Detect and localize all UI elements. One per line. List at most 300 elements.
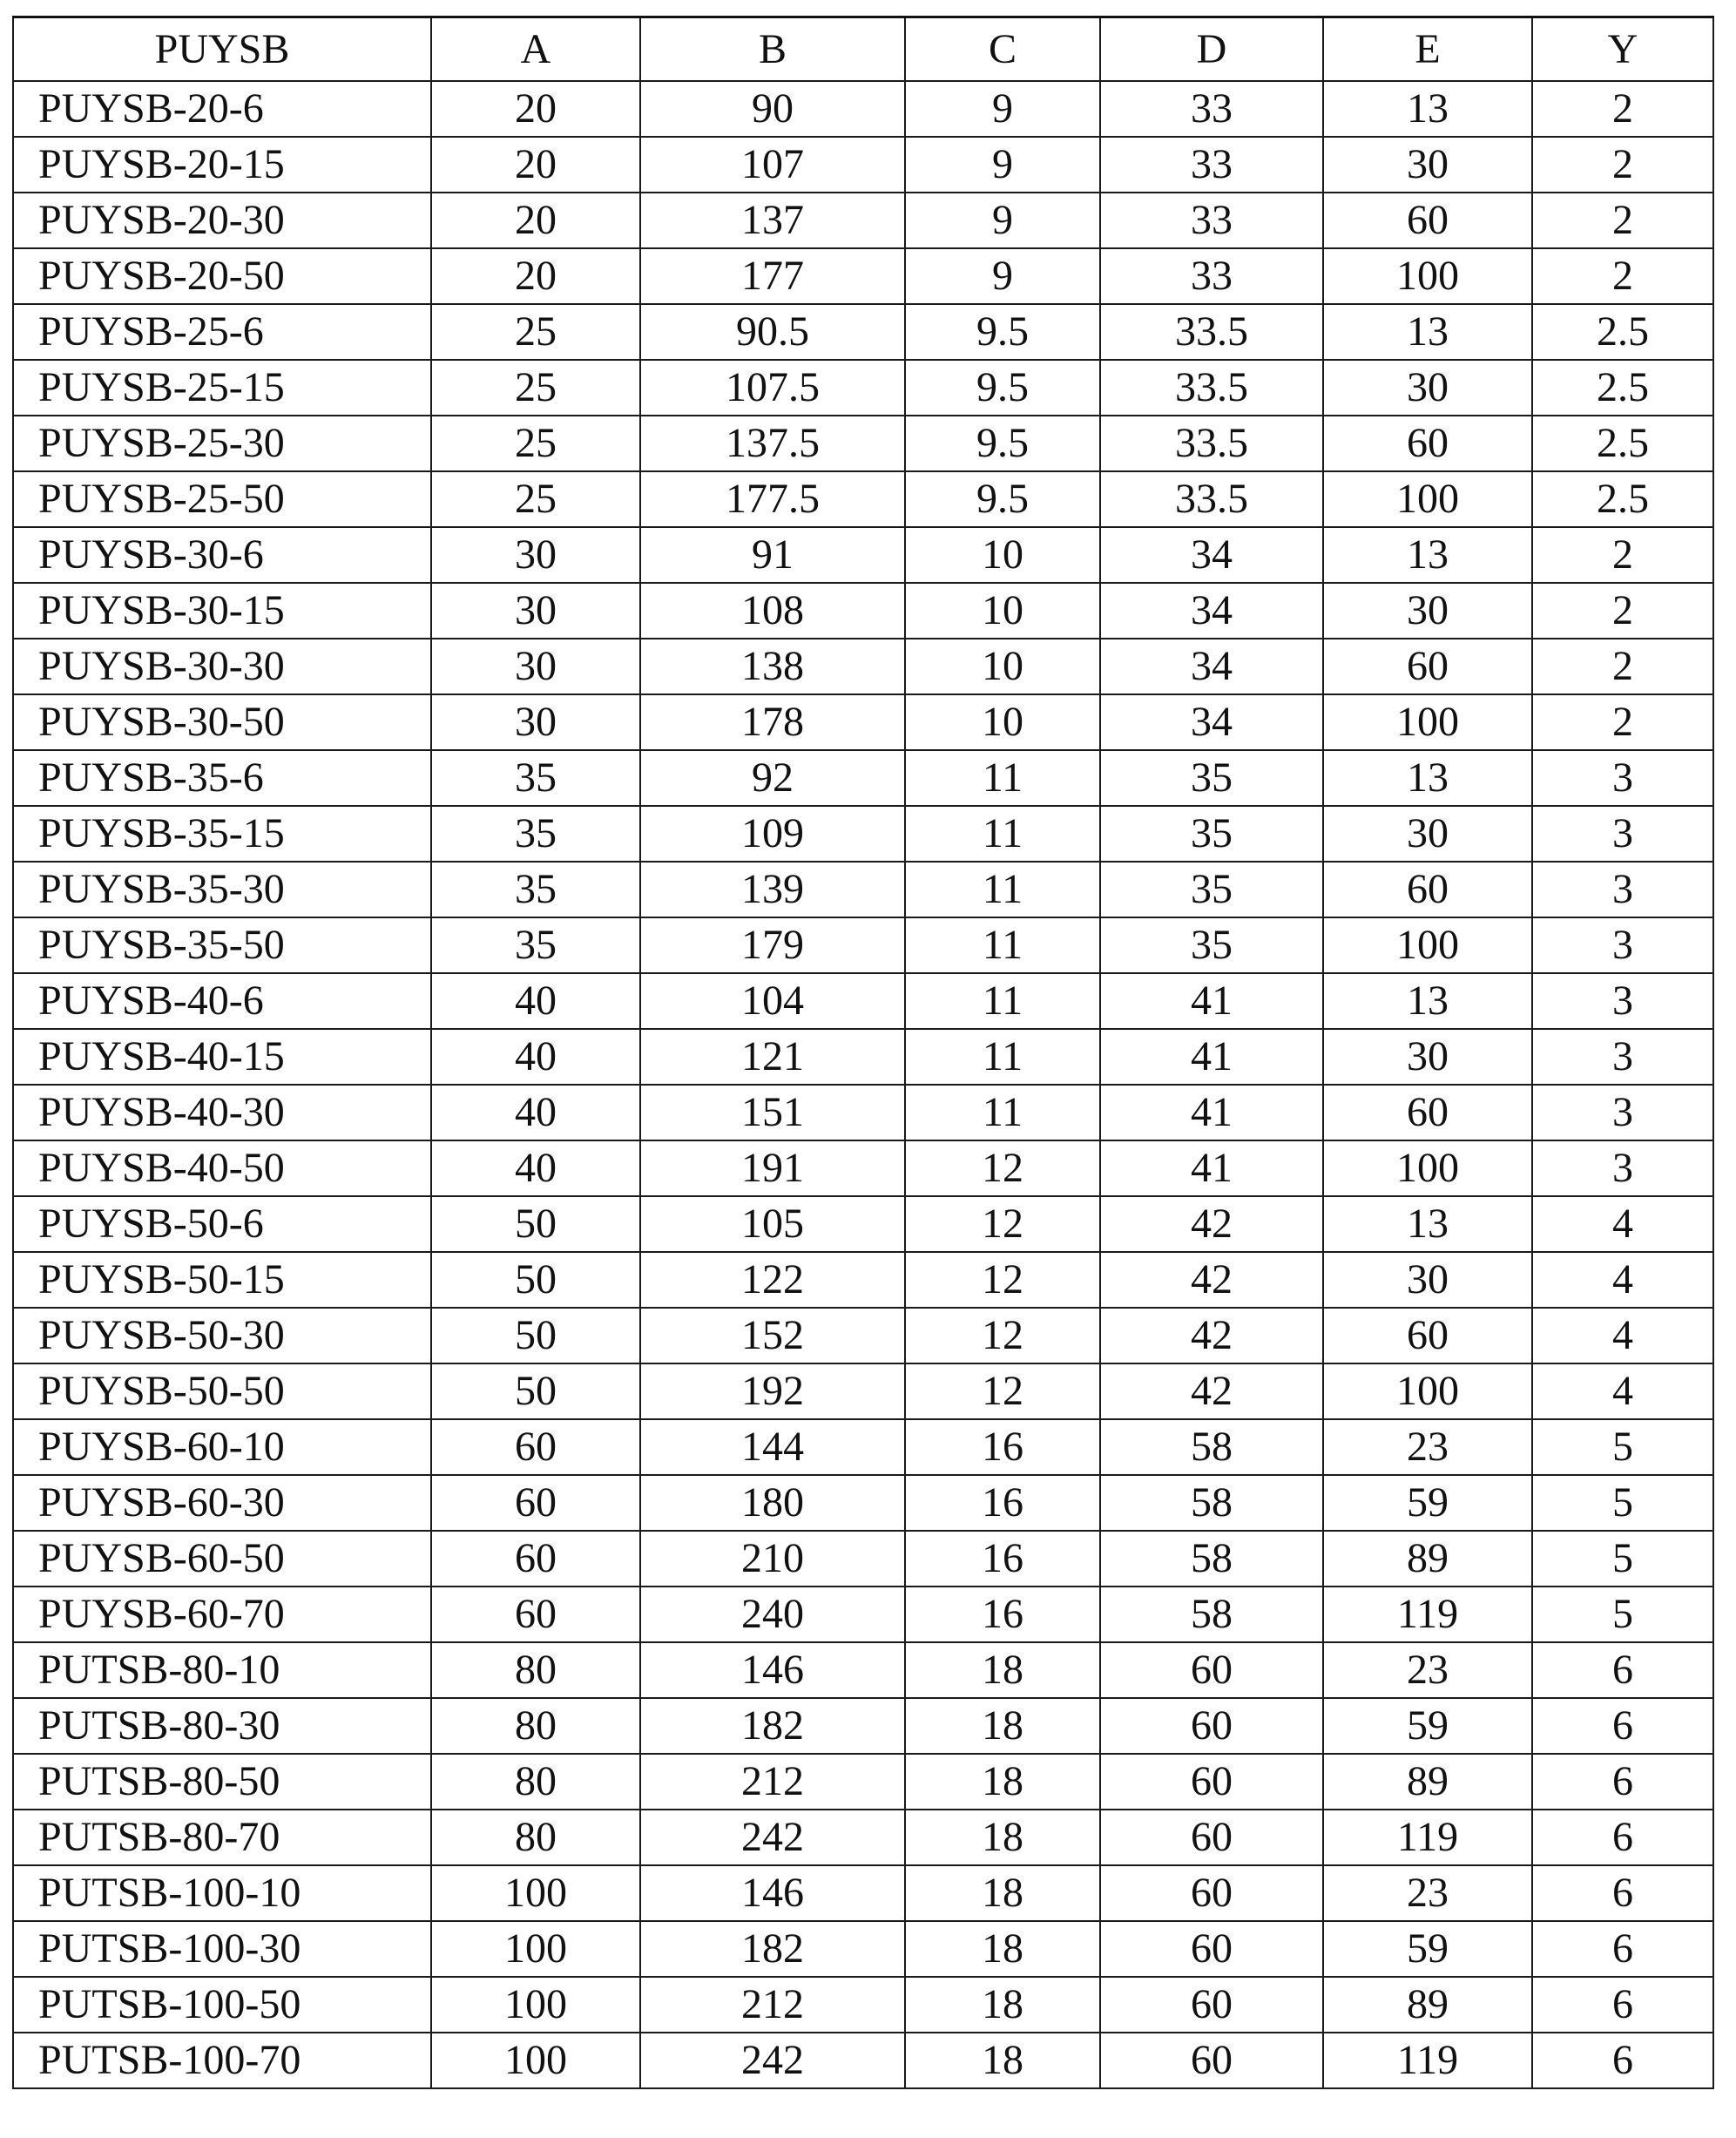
table-row [13,1252,1713,1308]
b-cell: 107.5 [640,360,905,416]
table-row [13,694,1713,750]
model-cell: PUTSB-80-30 [13,1698,431,1754]
header-c: C [905,17,1100,82]
model-cell: PUYSB-50-50 [13,1363,431,1419]
header-row [13,17,1713,82]
d-cell: 42 [1100,1308,1323,1363]
table-row [13,2033,1713,2088]
c-cell: 9.5 [905,360,1100,416]
b-cell: 121 [640,1029,905,1085]
a-cell: 60 [431,1475,640,1531]
b-cell: 90 [640,81,905,137]
y-cell: 4 [1532,1252,1713,1308]
a-cell: 25 [431,471,640,527]
model-cell: PUTSB-100-10 [13,1865,431,1921]
b-cell: 108 [640,583,905,639]
y-cell: 2 [1532,248,1713,304]
c-cell: 12 [905,1252,1100,1308]
table-row [13,1865,1713,1921]
d-cell: 33 [1100,81,1323,137]
e-cell: 30 [1323,583,1532,639]
b-cell: 139 [640,862,905,917]
e-cell: 30 [1323,137,1532,193]
d-cell: 60 [1100,1698,1323,1754]
b-cell: 177.5 [640,471,905,527]
model-cell: PUYSB-50-30 [13,1308,431,1363]
b-cell: 122 [640,1252,905,1308]
header-model: PUYSB [13,17,431,82]
a-cell: 80 [431,1698,640,1754]
model-cell: PUYSB-60-50 [13,1531,431,1587]
d-cell: 58 [1100,1475,1323,1531]
y-cell: 6 [1532,1921,1713,1977]
model-cell: PUYSB-30-15 [13,583,431,639]
a-cell: 50 [431,1252,640,1308]
e-cell: 60 [1323,193,1532,248]
a-cell: 60 [431,1419,640,1475]
c-cell: 16 [905,1475,1100,1531]
b-cell: 144 [640,1419,905,1475]
d-cell: 35 [1100,806,1323,862]
d-cell: 34 [1100,583,1323,639]
model-cell: PUYSB-60-70 [13,1587,431,1642]
b-cell: 138 [640,639,905,694]
model-cell: PUYSB-40-15 [13,1029,431,1085]
a-cell: 30 [431,583,640,639]
b-cell: 242 [640,2033,905,2088]
y-cell: 2.5 [1532,416,1713,471]
table-row [13,1977,1713,2033]
table-row [13,304,1713,360]
b-cell: 182 [640,1921,905,1977]
d-cell: 33 [1100,193,1323,248]
y-cell: 6 [1532,1810,1713,1865]
y-cell: 6 [1532,2033,1713,2088]
model-cell: PUYSB-35-50 [13,917,431,973]
y-cell: 5 [1532,1531,1713,1587]
c-cell: 16 [905,1587,1100,1642]
a-cell: 60 [431,1531,640,1587]
a-cell: 60 [431,1587,640,1642]
model-cell: PUTSB-80-70 [13,1810,431,1865]
y-cell: 2.5 [1532,360,1713,416]
y-cell: 2 [1532,639,1713,694]
c-cell: 9 [905,248,1100,304]
model-cell: PUYSB-30-50 [13,694,431,750]
a-cell: 30 [431,527,640,583]
c-cell: 18 [905,1977,1100,2033]
model-cell: PUYSB-30-30 [13,639,431,694]
e-cell: 100 [1323,1363,1532,1419]
b-cell: 92 [640,750,905,806]
model-cell: PUYSB-20-6 [13,81,431,137]
table-row [13,527,1713,583]
model-cell: PUYSB-60-10 [13,1419,431,1475]
table-row [13,583,1713,639]
a-cell: 20 [431,81,640,137]
model-cell: PUYSB-25-6 [13,304,431,360]
a-cell: 40 [431,1140,640,1196]
a-cell: 35 [431,917,640,973]
header-d: D [1100,17,1323,82]
c-cell: 11 [905,806,1100,862]
e-cell: 60 [1323,639,1532,694]
table-row [13,471,1713,527]
model-cell: PUYSB-20-15 [13,137,431,193]
y-cell: 2 [1532,583,1713,639]
b-cell: 137 [640,193,905,248]
e-cell: 23 [1323,1865,1532,1921]
a-cell: 80 [431,1810,640,1865]
model-cell: PUYSB-35-6 [13,750,431,806]
e-cell: 119 [1323,1587,1532,1642]
d-cell: 41 [1100,1140,1323,1196]
y-cell: 2 [1532,527,1713,583]
table-row [13,639,1713,694]
y-cell: 3 [1532,806,1713,862]
y-cell: 3 [1532,1029,1713,1085]
b-cell: 178 [640,694,905,750]
e-cell: 89 [1323,1531,1532,1587]
table-row [13,1029,1713,1085]
e-cell: 59 [1323,1698,1532,1754]
d-cell: 35 [1100,917,1323,973]
a-cell: 40 [431,973,640,1029]
b-cell: 146 [640,1865,905,1921]
c-cell: 10 [905,583,1100,639]
y-cell: 5 [1532,1419,1713,1475]
table-row [13,1754,1713,1810]
table-row [13,1531,1713,1587]
e-cell: 59 [1323,1475,1532,1531]
table-row [13,750,1713,806]
y-cell: 5 [1532,1587,1713,1642]
a-cell: 20 [431,248,640,304]
d-cell: 60 [1100,1642,1323,1698]
c-cell: 18 [905,2033,1100,2088]
e-cell: 13 [1323,81,1532,137]
c-cell: 18 [905,1642,1100,1698]
d-cell: 34 [1100,694,1323,750]
y-cell: 4 [1532,1308,1713,1363]
e-cell: 60 [1323,416,1532,471]
y-cell: 2.5 [1532,471,1713,527]
table-row [13,248,1713,304]
model-cell: PUYSB-40-6 [13,973,431,1029]
e-cell: 13 [1323,750,1532,806]
model-cell: PUTSB-100-70 [13,2033,431,2088]
y-cell: 3 [1532,1140,1713,1196]
spec-sheet [12,16,1712,2089]
e-cell: 13 [1323,1196,1532,1252]
a-cell: 35 [431,862,640,917]
e-cell: 30 [1323,806,1532,862]
d-cell: 33 [1100,137,1323,193]
d-cell: 33.5 [1100,304,1323,360]
c-cell: 12 [905,1308,1100,1363]
e-cell: 60 [1323,1085,1532,1140]
header-a: A [431,17,640,82]
y-cell: 6 [1532,1642,1713,1698]
y-cell: 5 [1532,1475,1713,1531]
b-cell: 177 [640,248,905,304]
c-cell: 9.5 [905,416,1100,471]
model-cell: PUYSB-50-15 [13,1252,431,1308]
c-cell: 18 [905,1754,1100,1810]
y-cell: 6 [1532,1865,1713,1921]
c-cell: 18 [905,1865,1100,1921]
d-cell: 42 [1100,1196,1323,1252]
a-cell: 80 [431,1754,640,1810]
model-cell: PUYSB-20-50 [13,248,431,304]
d-cell: 42 [1100,1363,1323,1419]
c-cell: 18 [905,1698,1100,1754]
model-cell: PUYSB-35-30 [13,862,431,917]
c-cell: 11 [905,862,1100,917]
c-cell: 11 [905,917,1100,973]
d-cell: 60 [1100,1977,1323,2033]
e-cell: 100 [1323,1140,1532,1196]
b-cell: 192 [640,1363,905,1419]
y-cell: 3 [1532,862,1713,917]
a-cell: 25 [431,304,640,360]
e-cell: 89 [1323,1754,1532,1810]
e-cell: 13 [1323,973,1532,1029]
c-cell: 10 [905,527,1100,583]
b-cell: 146 [640,1642,905,1698]
table-row [13,1475,1713,1531]
e-cell: 119 [1323,2033,1532,2088]
a-cell: 35 [431,806,640,862]
model-cell: PUTSB-80-50 [13,1754,431,1810]
d-cell: 60 [1100,1754,1323,1810]
e-cell: 13 [1323,304,1532,360]
d-cell: 60 [1100,1921,1323,1977]
d-cell: 35 [1100,750,1323,806]
a-cell: 40 [431,1029,640,1085]
table-row [13,973,1713,1029]
b-cell: 91 [640,527,905,583]
b-cell: 104 [640,973,905,1029]
d-cell: 35 [1100,862,1323,917]
table-row [13,1810,1713,1865]
e-cell: 100 [1323,248,1532,304]
e-cell: 60 [1323,1308,1532,1363]
e-cell: 23 [1323,1419,1532,1475]
model-cell: PUYSB-25-15 [13,360,431,416]
a-cell: 25 [431,416,640,471]
y-cell: 3 [1532,750,1713,806]
model-cell: PUTSB-100-50 [13,1977,431,2033]
c-cell: 18 [905,1921,1100,1977]
e-cell: 60 [1323,862,1532,917]
b-cell: 212 [640,1754,905,1810]
c-cell: 11 [905,750,1100,806]
e-cell: 100 [1323,694,1532,750]
table-row [13,360,1713,416]
b-cell: 90.5 [640,304,905,360]
b-cell: 180 [640,1475,905,1531]
d-cell: 33.5 [1100,360,1323,416]
b-cell: 152 [640,1308,905,1363]
model-cell: PUYSB-25-30 [13,416,431,471]
model-cell: PUYSB-25-50 [13,471,431,527]
a-cell: 30 [431,639,640,694]
model-cell: PUTSB-80-10 [13,1642,431,1698]
b-cell: 242 [640,1810,905,1865]
model-cell: PUYSB-40-30 [13,1085,431,1140]
header-e: E [1323,17,1532,82]
d-cell: 41 [1100,1085,1323,1140]
c-cell: 16 [905,1531,1100,1587]
b-cell: 107 [640,137,905,193]
dimension-table [12,16,1714,2089]
d-cell: 34 [1100,527,1323,583]
table-row [13,137,1713,193]
a-cell: 100 [431,1921,640,1977]
y-cell: 2 [1532,137,1713,193]
y-cell: 2 [1532,694,1713,750]
d-cell: 41 [1100,1029,1323,1085]
table-row [13,917,1713,973]
d-cell: 58 [1100,1587,1323,1642]
e-cell: 100 [1323,471,1532,527]
e-cell: 59 [1323,1921,1532,1977]
a-cell: 30 [431,694,640,750]
c-cell: 10 [905,639,1100,694]
b-cell: 151 [640,1085,905,1140]
table-row [13,806,1713,862]
table-row [13,1698,1713,1754]
model-cell: PUYSB-30-6 [13,527,431,583]
e-cell: 23 [1323,1642,1532,1698]
b-cell: 109 [640,806,905,862]
y-cell: 4 [1532,1196,1713,1252]
c-cell: 9 [905,81,1100,137]
e-cell: 89 [1323,1977,1532,2033]
a-cell: 40 [431,1085,640,1140]
b-cell: 105 [640,1196,905,1252]
e-cell: 100 [1323,917,1532,973]
d-cell: 60 [1100,1865,1323,1921]
e-cell: 119 [1323,1810,1532,1865]
model-cell: PUYSB-50-6 [13,1196,431,1252]
y-cell: 6 [1532,1754,1713,1810]
c-cell: 12 [905,1196,1100,1252]
a-cell: 35 [431,750,640,806]
d-cell: 60 [1100,2033,1323,2088]
header-b: B [640,17,905,82]
a-cell: 50 [431,1196,640,1252]
b-cell: 212 [640,1977,905,2033]
e-cell: 13 [1323,527,1532,583]
e-cell: 30 [1323,1029,1532,1085]
table-row [13,1921,1713,1977]
c-cell: 11 [905,1029,1100,1085]
e-cell: 30 [1323,1252,1532,1308]
a-cell: 100 [431,1977,640,2033]
table-row [13,1140,1713,1196]
table-row [13,416,1713,471]
d-cell: 33 [1100,248,1323,304]
d-cell: 42 [1100,1252,1323,1308]
d-cell: 58 [1100,1419,1323,1475]
y-cell: 2 [1532,193,1713,248]
model-cell: PUYSB-35-15 [13,806,431,862]
c-cell: 11 [905,973,1100,1029]
c-cell: 10 [905,694,1100,750]
c-cell: 11 [905,1085,1100,1140]
d-cell: 34 [1100,639,1323,694]
header-y: Y [1532,17,1713,82]
a-cell: 20 [431,193,640,248]
d-cell: 33.5 [1100,416,1323,471]
table-row [13,81,1713,137]
table-row [13,193,1713,248]
a-cell: 100 [431,2033,640,2088]
y-cell: 3 [1532,973,1713,1029]
table-row [13,1196,1713,1252]
c-cell: 9 [905,137,1100,193]
table-body [13,81,1713,2088]
d-cell: 58 [1100,1531,1323,1587]
y-cell: 4 [1532,1363,1713,1419]
b-cell: 182 [640,1698,905,1754]
table-row [13,1587,1713,1642]
a-cell: 80 [431,1642,640,1698]
b-cell: 240 [640,1587,905,1642]
y-cell: 6 [1532,1977,1713,2033]
model-cell: PUYSB-40-50 [13,1140,431,1196]
model-cell: PUTSB-100-30 [13,1921,431,1977]
b-cell: 179 [640,917,905,973]
c-cell: 9 [905,193,1100,248]
a-cell: 50 [431,1308,640,1363]
c-cell: 18 [905,1810,1100,1865]
b-cell: 137.5 [640,416,905,471]
a-cell: 50 [431,1363,640,1419]
model-cell: PUYSB-60-30 [13,1475,431,1531]
d-cell: 33.5 [1100,471,1323,527]
y-cell: 3 [1532,1085,1713,1140]
y-cell: 2.5 [1532,304,1713,360]
c-cell: 12 [905,1140,1100,1196]
table-header [13,17,1713,82]
b-cell: 210 [640,1531,905,1587]
model-cell: PUYSB-20-30 [13,193,431,248]
table-row [13,862,1713,917]
y-cell: 2 [1532,81,1713,137]
d-cell: 41 [1100,973,1323,1029]
table-row [13,1642,1713,1698]
e-cell: 30 [1323,360,1532,416]
y-cell: 3 [1532,917,1713,973]
d-cell: 60 [1100,1810,1323,1865]
b-cell: 191 [640,1140,905,1196]
table-row [13,1085,1713,1140]
y-cell: 6 [1532,1698,1713,1754]
c-cell: 9.5 [905,471,1100,527]
a-cell: 100 [431,1865,640,1921]
c-cell: 16 [905,1419,1100,1475]
table-row [13,1419,1713,1475]
a-cell: 25 [431,360,640,416]
table-row [13,1308,1713,1363]
c-cell: 9.5 [905,304,1100,360]
a-cell: 20 [431,137,640,193]
c-cell: 12 [905,1363,1100,1419]
table-row [13,1363,1713,1419]
